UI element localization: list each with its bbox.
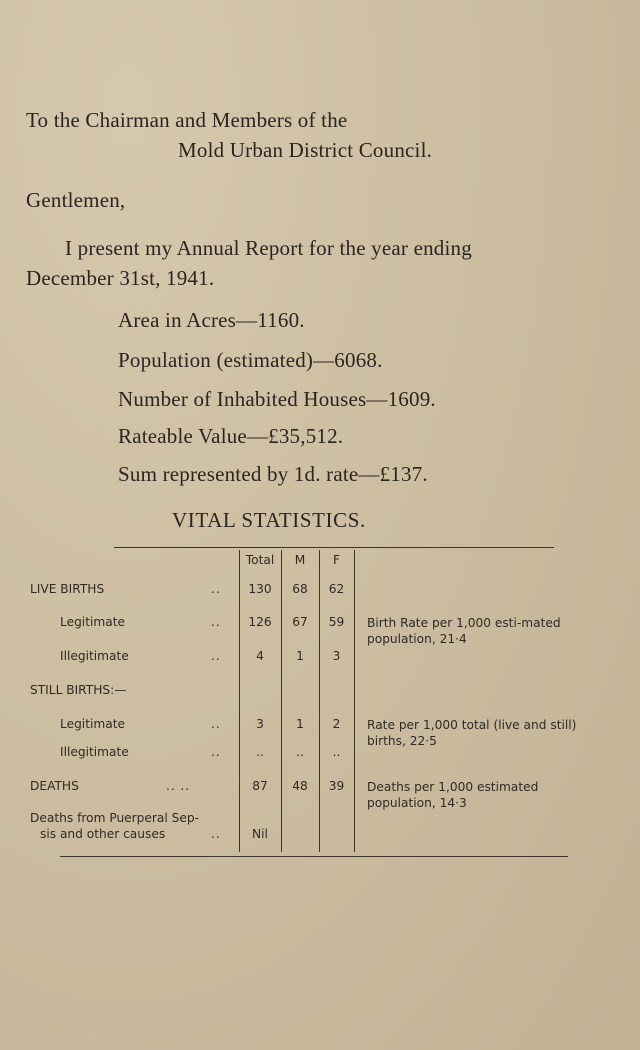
cell-total: Nil	[252, 827, 268, 841]
cell-male: 48	[292, 779, 308, 793]
note-birth-rate: Birth Rate per 1,000 esti-mated population, 21·4	[367, 616, 561, 646]
cell-male: 68	[292, 582, 308, 596]
row-label-still-illegitimate: Illegitimate	[60, 745, 129, 759]
salutation-line-1: To the Chairman and Members of the	[26, 108, 348, 132]
row-label-still-births: STILL BIRTHS:—	[30, 683, 127, 697]
column-divider-4	[354, 550, 355, 852]
cell-total: 126	[248, 615, 272, 629]
cell-female: 62	[328, 582, 345, 596]
row-dots: ..	[211, 717, 221, 731]
row-label-legitimate: Legitimate	[60, 615, 125, 629]
cell-female: ..	[332, 745, 341, 759]
cell-female: 3	[332, 649, 341, 663]
table-top-rule	[114, 547, 554, 548]
fact-rateable-value: Rateable Value—£35,512.	[118, 424, 344, 448]
cell-male: ..	[296, 745, 304, 759]
row-dots: ..	[211, 615, 221, 629]
section-title: VITAL STATISTICS.	[172, 508, 366, 532]
fact-houses: Number of Inhabited Houses—1609.	[118, 387, 436, 411]
row-dots: .. ..	[166, 779, 191, 793]
row-dots: ..	[211, 745, 221, 759]
table-bottom-rule	[60, 856, 568, 857]
cell-total: ..	[256, 745, 264, 759]
row-dots: ..	[211, 827, 221, 841]
header-female: F	[332, 553, 340, 567]
cell-male: 1	[296, 717, 304, 731]
salutation-line-2: Mold Urban District Council.	[178, 138, 433, 162]
cell-total: 4	[256, 649, 264, 663]
note-still-birth-rate: Rate per 1,000 total (live and still) births, 22·5	[367, 718, 577, 748]
row-label-illegitimate: Illegitimate	[60, 649, 129, 663]
cell-total: 3	[256, 717, 264, 731]
cell-male: 67	[292, 615, 308, 629]
cell-female: 59	[328, 615, 345, 629]
fact-population: Population (estimated)—6068.	[118, 348, 383, 372]
row-label-puerperal-line-1: Deaths from Puerperal Sep-	[30, 811, 200, 825]
row-label-still-legitimate: Legitimate	[60, 717, 125, 731]
header-male: M	[294, 553, 306, 567]
cell-male: 1	[296, 649, 304, 663]
row-dots: ..	[211, 582, 221, 596]
note-death-rate: Deaths per 1,000 estimated population, 14·3	[367, 780, 539, 810]
cell-total: 130	[248, 582, 272, 596]
cell-female: 39	[328, 779, 345, 793]
fact-area: Area in Acres—1160.	[118, 308, 305, 332]
cell-total: 87	[252, 779, 268, 793]
intro-line-2: December 31st, 1941.	[26, 266, 215, 290]
row-dots: ..	[211, 649, 221, 663]
row-label-deaths: DEATHS	[30, 779, 79, 793]
header-total: Total	[245, 553, 275, 567]
fact-rate-sum: Sum represented by 1d. rate—£137.	[118, 462, 428, 486]
intro-line-1: I present my Annual Report for the year ending	[65, 236, 472, 260]
row-label-puerperal-line-2: sis and other causes	[40, 827, 166, 841]
cell-female: 2	[332, 717, 341, 731]
row-label-live-births: LIVE BIRTHS	[30, 582, 105, 596]
greeting: Gentlemen,	[26, 188, 126, 212]
